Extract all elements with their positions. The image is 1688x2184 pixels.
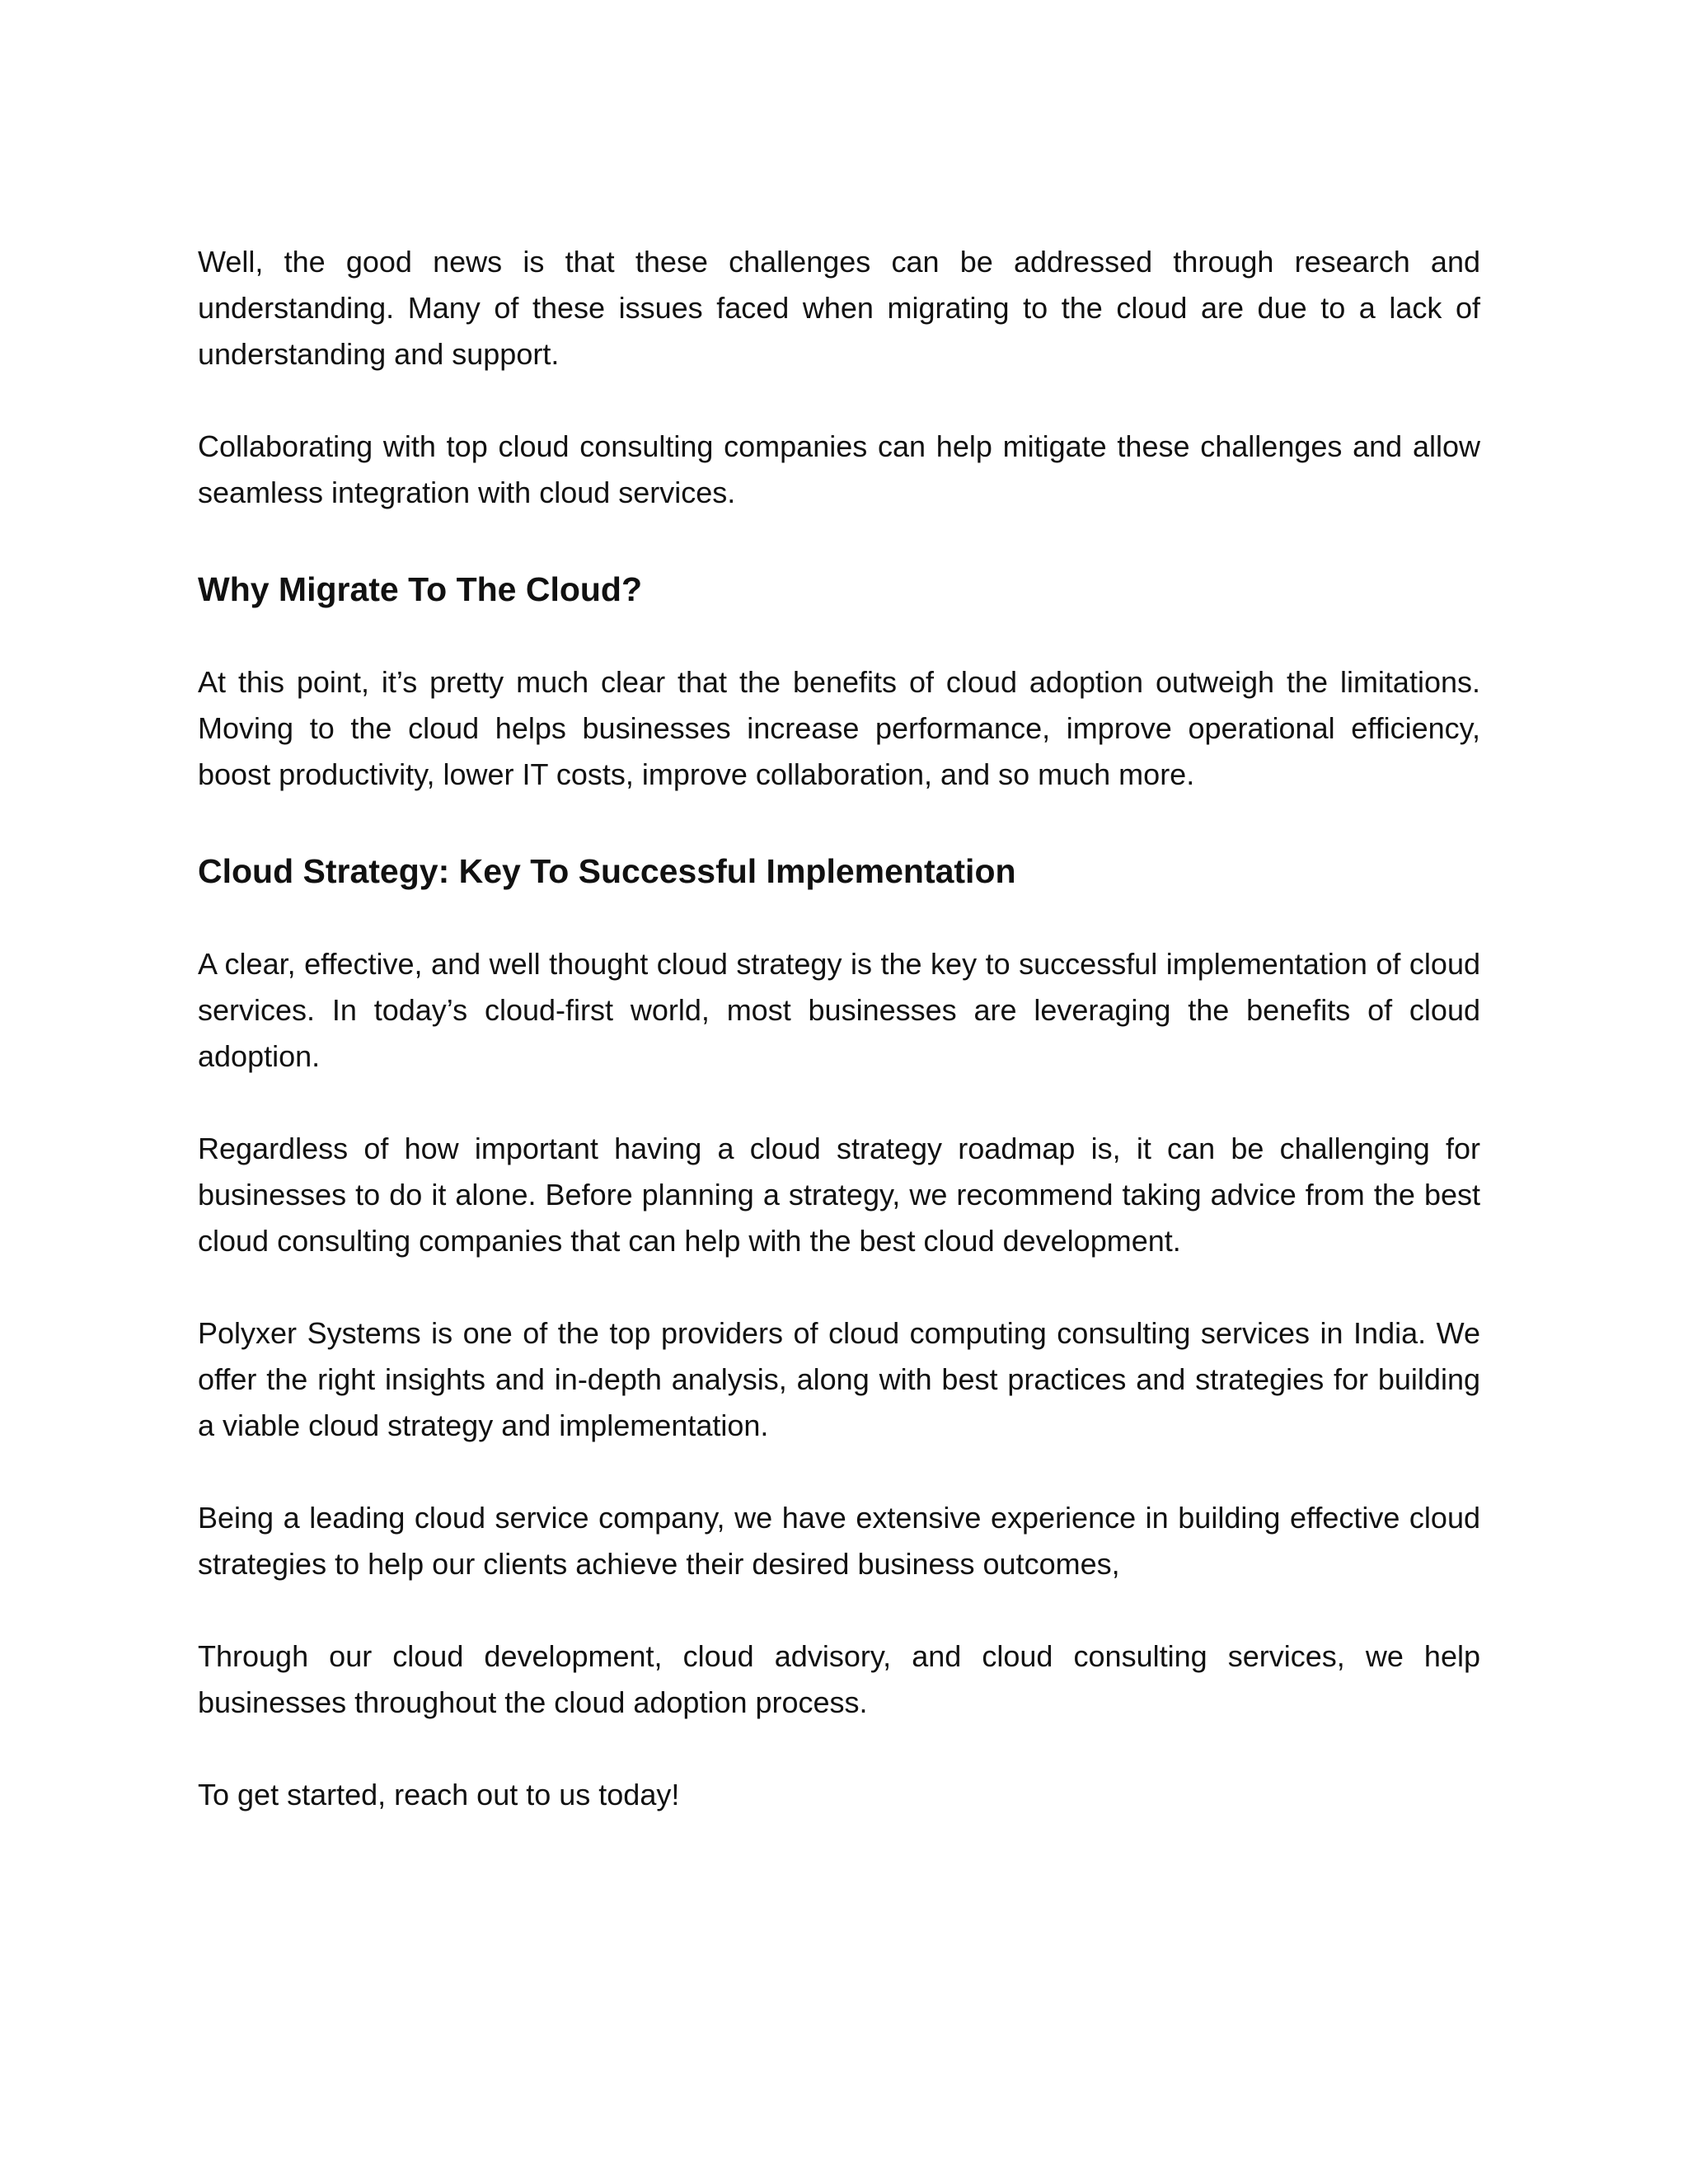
paragraph-cloud-strategy-2: Regardless of how important having a cloud strategy roadmap is, it can be challenging for businesses to do it alone. Before planning a strategy, we recommend taking advice from the best cloud consulting companies that can help with the best cloud development. — [198, 1132, 1480, 1258]
section-heading-cloud-strategy: Cloud Strategy: Key To Successful Implementation — [198, 852, 1016, 890]
paragraph-cloud-strategy-5: Through our cloud development, cloud advisory, and cloud consulting services, we help businesses throughout the cloud adoption process. — [198, 1639, 1480, 1719]
paragraph-cloud-strategy-4: Being a leading cloud service company, we have extensive experience in building effective cloud strategies to help our clients achieve their desired business outcomes, — [198, 1501, 1480, 1581]
paragraph-why-migrate: At this point, it’s pretty much clear that the benefits of cloud adoption outweigh the limitations. Moving to the cloud helps businesses increase performance, improve operational efficiency, boost productivity, lower IT costs, improve collaboration, and so much more. — [198, 665, 1480, 791]
paragraph-call-to-action: To get started, reach out to us today! — [198, 1778, 680, 1811]
paragraph-intro-2: Collaborating with top cloud consulting companies can help mitigate these challenges and allow seamless integration with cloud services. — [198, 429, 1480, 509]
paragraph-cloud-strategy-3: Polyxer Systems is one of the top providers of cloud computing consulting services in India. We offer the right insights and in-depth analysis, along with best practices and strategies for building a viable cloud strategy and implementation. — [198, 1316, 1480, 1442]
section-heading-why-migrate: Why Migrate To The Cloud? — [198, 570, 643, 608]
document-body — [198, 239, 1480, 1818]
paragraph-intro-1: Well, the good news is that these challenges can be addressed through research and understanding. Many of these issues faced when migrating to the cloud are due to a lack of understanding and support. — [198, 245, 1480, 371]
paragraph-cloud-strategy-1: A clear, effective, and well thought cloud strategy is the key to successful implementation of cloud services. In today’s cloud-first world, most businesses are leveraging the benefits of cloud adoption. — [198, 947, 1480, 1073]
